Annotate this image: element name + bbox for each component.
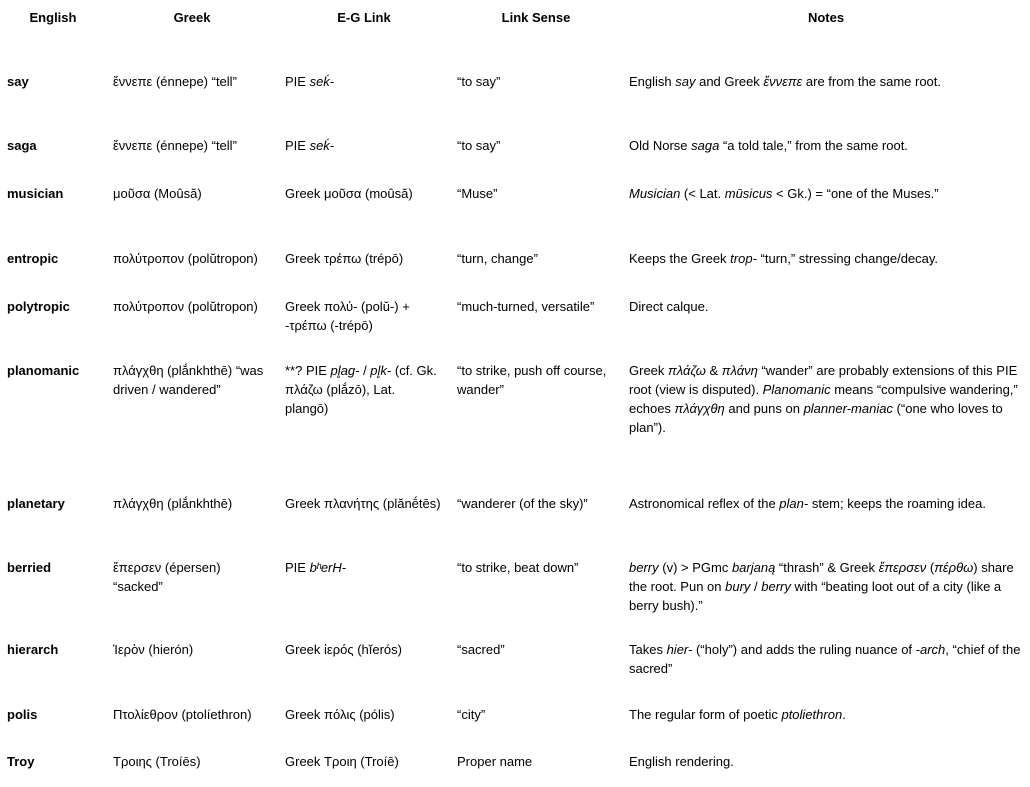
cell-greek: ἔννεπε (énnepe) “tell” <box>113 74 237 89</box>
cell-link: Greek μοῦσα (moûsă) <box>285 186 413 201</box>
column-header-sense: Link Sense <box>501 10 571 25</box>
table-row <box>0 169 1030 234</box>
cell-sense: “city” <box>457 707 486 722</box>
cell-notes: Direct calque. <box>629 299 709 314</box>
cell-english: planetary <box>7 496 65 511</box>
cell-greek: ἔννεπε (énnepe) “tell” <box>113 138 237 153</box>
table-body <box>0 57 1030 787</box>
cell-english: entropic <box>7 251 59 266</box>
cell-english: polis <box>7 707 38 722</box>
cell-notes: Musician (< Lat. mūsicus < Gk.) = “one of the Muses.” <box>629 186 939 201</box>
cell-notes: English say and Greek ἔννεπε are from the same root. <box>629 74 942 89</box>
cell-link: PIE bʰerH- <box>285 560 347 575</box>
cell-notes: The regular form of poetic ptoliethron. <box>629 707 846 722</box>
table-row <box>0 57 1030 121</box>
cell-notes: Keeps the Greek trop- “turn,” stressing change/decay. <box>629 251 939 266</box>
cell-english: hierarch <box>7 642 59 657</box>
header-row <box>0 0 1030 57</box>
table-row <box>0 625 1030 690</box>
cell-sense: “much-turned, versatile” <box>457 299 595 314</box>
table-row <box>0 543 1030 625</box>
cell-greek: πολύτροπον (polŭtropon) <box>113 251 258 266</box>
cell-link: Greek ἱερός (hĭerós) <box>285 642 402 657</box>
cell-notes: berry (v) > PGmc barjaną “thrash” & Greek ἔπερσεν (πέρθω) share the root. Pun on bury / berry with “beating loot out of a city (like a berry bush).” <box>629 560 1014 613</box>
cell-greek: Ἱερὸν (hierón) <box>113 642 194 657</box>
cell-greek: Πτολίεθρον (ptolíethron) <box>113 707 252 722</box>
table-row <box>0 690 1030 737</box>
column-header-notes: Notes <box>807 10 845 25</box>
column-header-greek: Greek <box>173 10 211 25</box>
cell-notes: Old Norse saga “a told tale,” from the same root. <box>629 138 908 153</box>
cell-english: saga <box>7 138 37 153</box>
cell-sense: “to say” <box>457 138 501 153</box>
cell-english: polytropic <box>7 299 70 314</box>
cell-link: Greek πολύ- (polŭ-) + -τρέπω (-trépō) <box>285 299 410 333</box>
cell-greek: ἔπερσεν (épersen) “sacked” <box>113 560 221 594</box>
table-header <box>0 0 1030 57</box>
cell-link: Greek τρέπω (trépō) <box>285 251 404 266</box>
cell-greek: πλάγχθη (plắnkhthē) <box>113 496 233 511</box>
cell-notes: English rendering. <box>629 754 734 769</box>
cell-notes: Astronomical reflex of the plan- stem; keeps the roaming idea. <box>629 496 986 511</box>
table-row <box>0 346 1030 479</box>
cell-english: musician <box>7 186 64 201</box>
cell-sense: “turn, change” <box>457 251 538 266</box>
cell-english: planomanic <box>7 363 80 378</box>
cell-sense: “Muse” <box>457 186 498 201</box>
cell-sense: “sacred” <box>457 642 505 657</box>
column-header-english: English <box>29 10 77 25</box>
cell-english: Troy <box>7 754 35 769</box>
table-row <box>0 282 1030 346</box>
cell-greek: πλάγχθη (plắnkhthē) “was driven / wandered” <box>113 363 264 397</box>
table-row <box>0 234 1030 282</box>
cell-sense: “to strike, beat down” <box>457 560 579 575</box>
cell-greek: Τροιης (Troíēs) <box>113 754 201 769</box>
column-header-link: E-G Link <box>337 10 391 25</box>
cell-notes: Takes hier- (“holy”) and adds the ruling nuance of -arch, “chief of the sacred” <box>629 642 1021 676</box>
table-row <box>0 737 1030 787</box>
cell-english: say <box>7 74 29 89</box>
cell-link: PIE seḱ- <box>285 138 335 153</box>
cell-link: **? PIE pl̥ag- / pl̥k- (cf. Gk. πλάζω (plắzō), Lat. plangō) <box>285 363 437 416</box>
cell-link: Greek πλανήτης (plănḗtēs) <box>285 496 441 511</box>
cell-link: Greek πόλις (pólis) <box>285 707 395 722</box>
cell-sense: Proper name <box>457 754 533 769</box>
cell-sense: “to strike, push off course, wander” <box>457 363 607 397</box>
cell-link: PIE seḱ- <box>285 74 335 89</box>
cell-notes: Greek πλάζω & πλάνη “wander” are probably extensions of this PIE root (view is disputed). Planomanic means “compulsive wandering,” echoes πλάγχθη and puns on planner-maniac (“one who loves to plan”). <box>629 363 1018 435</box>
table-row <box>0 479 1030 543</box>
cell-english: berried <box>7 560 52 575</box>
cell-greek: μοῦσα (Moûsă) <box>113 186 202 201</box>
cell-sense: “wanderer (of the sky)” <box>457 496 588 511</box>
table-row <box>0 121 1030 169</box>
cell-sense: “to say” <box>457 74 501 89</box>
cell-link: Greek Τροιη (Troíē) <box>285 754 399 769</box>
cell-greek: πολύτροπον (polŭtropon) <box>113 299 258 314</box>
